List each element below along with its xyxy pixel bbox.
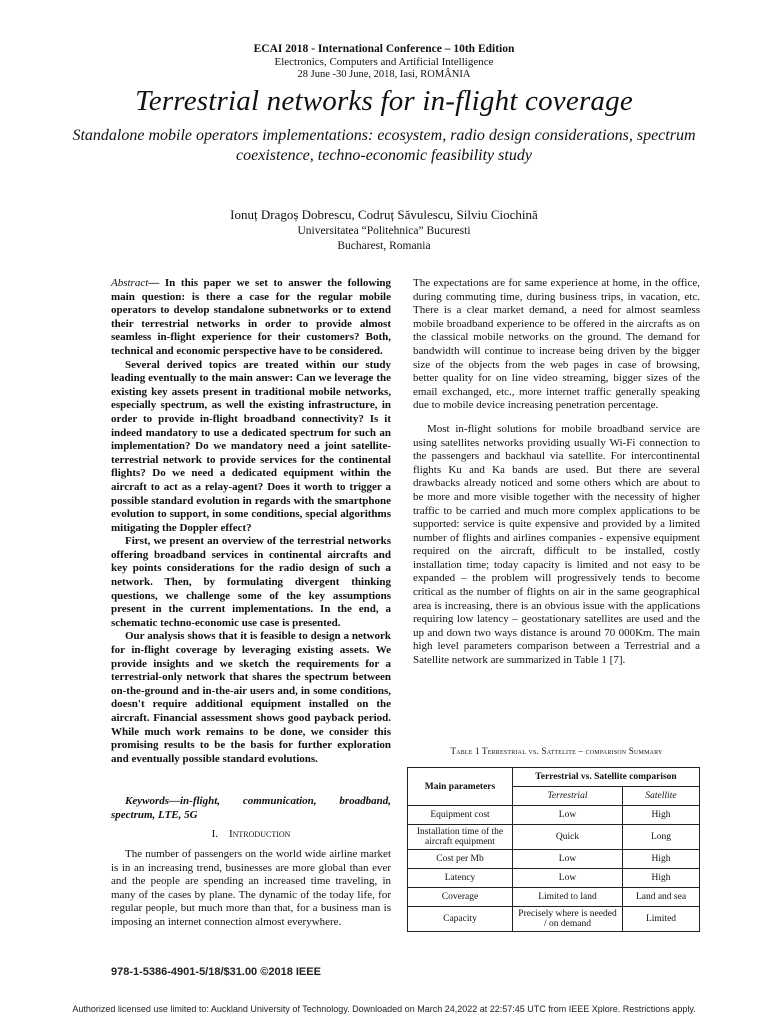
row-satellite: Land and sea (623, 888, 700, 907)
table-row (408, 825, 700, 850)
row-param: Installation time of the aircraft equipment (408, 825, 513, 850)
row-satellite: High (623, 806, 700, 825)
row-param: Capacity (408, 907, 513, 932)
keywords-text: —in-flight, communication, broadband, spectrum, LTE, 5G (111, 795, 391, 821)
table-header-row (408, 768, 700, 787)
row-satellite: Limited (623, 907, 700, 932)
abstract-p1: — In this paper we set to answer the following main question: is there a case for the regular mobile operators to develop standalone subnetworks or to extend their terrestrial networks in order to provide almost seamless in-flight experience for their customers? Both, technical and economic perspective have to be considered. (111, 277, 391, 357)
affiliation-university: Universitatea “Politehnica” Bucuresti (297, 225, 471, 237)
section-number: I. (211, 828, 218, 840)
conference-subtitle: Electronics, Computers and Artificial Intelligence (274, 56, 494, 68)
table-row (408, 806, 700, 825)
row-terrestrial: Low (513, 850, 623, 869)
affiliation-city: Bucharest, Romania (337, 240, 431, 252)
abstract-p3: First, we present an overview of the terrestrial networks offering broadband services in continental aircrafts and key points considerations for the radio design of such a network. Then, by formulating divergent thinking questions, we challenge some of the key assumptions present in the current implementations. In the end, a schematic techno-economic use case is presented. (111, 535, 391, 629)
row-terrestrial: Low (513, 869, 623, 888)
header-terrestrial: Terrestrial (513, 787, 623, 806)
row-satellite: High (623, 850, 700, 869)
header-comparison-group: Terrestrial vs. Satellite comparison (513, 768, 700, 787)
row-param: Coverage (408, 888, 513, 907)
authors: Ionuț Dragoș Dobrescu, Codruț Săvulescu, Silviu Ciochină (230, 207, 538, 222)
table-caption: Table 1 Terrestrial vs. Sattelite – comparison Summary (450, 746, 663, 756)
intro-paragraph (111, 848, 391, 930)
row-param: Cost per Mb (408, 850, 513, 869)
right-p2: Most in-flight solutions for mobile broadband service are using satellites networks providing usually Wi-Fi connection to the passengers and backhaul via satellite. For intercontinental flights Ku and Ka bands are used. But there are several drawbacks already noticed and some others which are about to be more and more visible together with the necessity of higher traffic to be carried and much more complex applications to be supported: service is quite expensive and provided by a limited number of flights and airlines companies - expensive equipment required on the aircraft, difficult to be installed, costly installation time; today capacity is limited and not easy to be expanded – the problem will progressively tends to become critical as the number of flights on air in the same geographical area is increasing, there is an obvious issue with the applications requiring low latency – geostationary satellites are used and the up and down two ways distance is around 70 000Km. The main high level parameters comparison between a Terrestrial and a Satellite network are summarized in Table 1 [7]. (413, 422, 700, 667)
intro-p1: The number of passengers on the world wide airline market is in an increasing trend, businesses are more global than ever and the people are spending an increased time traveling, in many of the cases by plane. The dynamic of the today life, for regular people, but much more than that, for a business man is imposing an internet connection almost everywhere. (111, 848, 391, 928)
right-column-text (413, 277, 700, 668)
keywords (111, 795, 391, 822)
row-terrestrial: Low (513, 806, 623, 825)
row-param: Latency (408, 869, 513, 888)
table-row (408, 850, 700, 869)
header-main-parameters: Main parameters (408, 768, 513, 806)
row-terrestrial: Limited to land (513, 888, 623, 907)
table-row (408, 888, 700, 907)
header-satellite: Satellite (623, 787, 700, 806)
comparison-table (407, 767, 700, 932)
row-terrestrial: Quick (513, 825, 623, 850)
section-heading (111, 828, 391, 840)
table-row (408, 869, 700, 888)
abstract-p2: Several derived topics are treated within our study leading eventually to the main answer: Can we leverage the existing key assets present in traditional mobile networks, especially spectrum, as well the existing infrastructure, in order to provide in-flight broadband connectivity? Is it indeed mandatory to use a dedicated spectrum for such an implementation? Do we mandatory need a joint satellite-terrestrial network to provide services for the continental flights? Do we need a dedicated equipment within the aircraft to act as a relay-agent? Does it worth to trigger a possible standard evolution in regards with the smartphone evolution to support, in some conditions, special algorithms mitigating the Doppler effect? (111, 358, 391, 534)
paper-subtitle: Standalone mobile operators implementations: ecosystem, radio design considerations, spectrum coexistence, techno-economic feasibility study (72, 127, 696, 164)
row-satellite: Long (623, 825, 700, 850)
abstract-label: Abstract (111, 277, 149, 289)
table-row (408, 907, 700, 932)
row-satellite: High (623, 869, 700, 888)
keywords-label: Keywords (125, 795, 169, 807)
abstract (111, 277, 391, 766)
conference-dates: 28 June -30 June, 2018, Iasi, ROMÂNIA (297, 69, 471, 80)
row-param: Equipment cost (408, 806, 513, 825)
abstract-p4: Our analysis shows that it is feasible to design a network for in-flight coverage by leveraging existing assets. We provide insights and we sketch the requirements for a terrestrial-only network that shares the spectrum between on-the-ground and in-the-air users and, in some conditions, doesn't require additional equipment installed on the aircraft. Financial assessment shows good payback period. While much work remains to be done, we consider this promising results to be the basis for further exploration and eventually possible standard evolutions. (111, 630, 391, 765)
paper-title: Terrestrial networks for in-flight coverage (135, 85, 633, 117)
right-p1: The expectations are for same experience at home, in the office, during commuting time, during business trips, in vacation, etc. There is a clear market demand, a need for almost seamless mobile broadband experience to be offered in the aircrafts as on the classical mobile networks on the ground. The demand for bandwidth will continue to increase being driven by the bigger size of the objects from the web pages in case of browsing, better quality for on line video streaming, bigger sizes of the email exchanged, etc., more internet traffic generally speaking due to mobile device increasing penetration percentage. (413, 277, 700, 412)
copyright-footer: 978-1-5386-4901-5/18/$31.00 ©2018 IEEE (111, 966, 321, 978)
download-notice: Authorized licensed use limited to: Auckland University of Technology. Downloaded on March 24,2022 at 22:57:45 UTC from IEEE Xplore. Restrictions apply. (72, 1004, 696, 1014)
section-title: Introduction (228, 828, 291, 840)
conference-name: ECAI 2018 - International Conference – 10th Edition (253, 43, 515, 55)
row-terrestrial: Precisely where is needed / on demand (513, 907, 623, 932)
